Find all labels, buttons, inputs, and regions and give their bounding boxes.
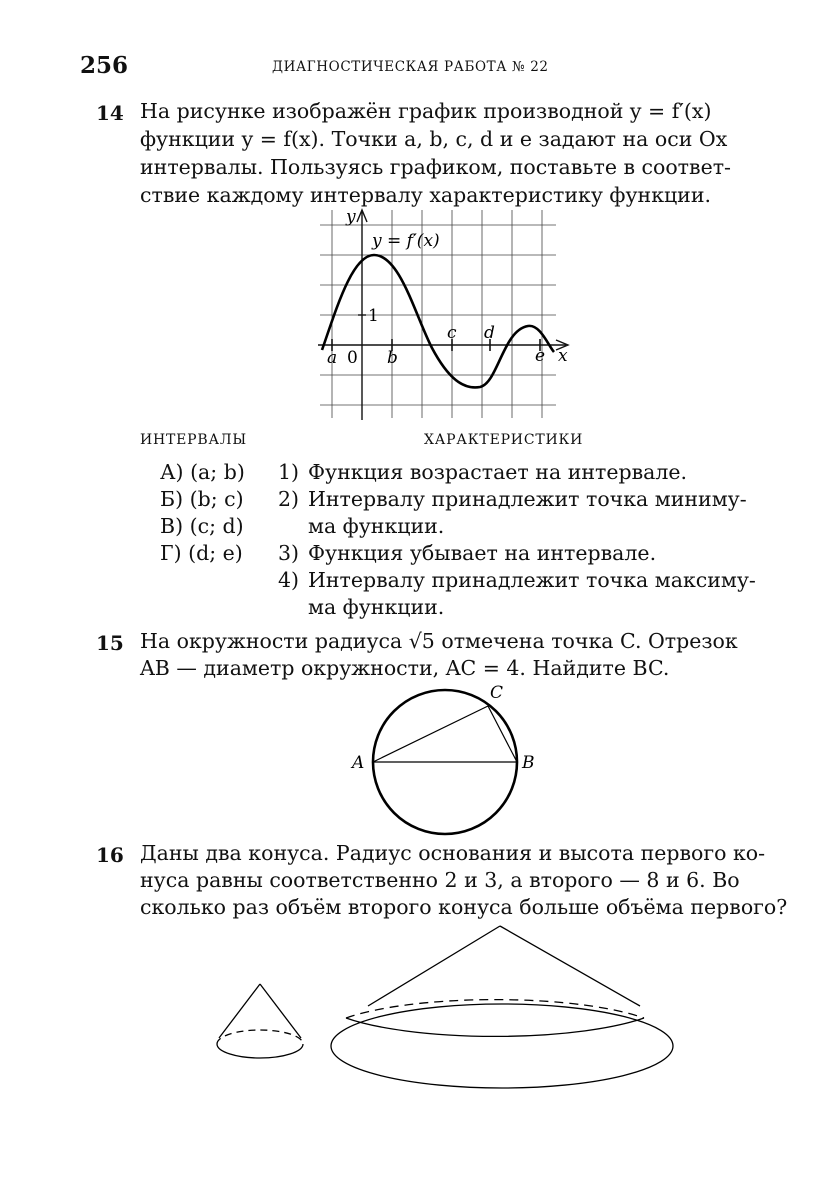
characteristic-number: 1) [278, 460, 300, 484]
point-label-b: B [522, 753, 535, 773]
derivative-graph [0, 0, 827, 430]
circle-figure [0, 670, 827, 840]
characteristics-header: ХАРАКТЕРИСТИКИ [424, 432, 584, 448]
characteristic-text: Функция убывает на интервале. [308, 541, 657, 565]
characteristic-number: 2) [278, 487, 300, 511]
characteristic-number: 3) [278, 541, 300, 565]
characteristic-text: Интервалу принадлежит точка максиму- [308, 568, 756, 592]
large-cone-base-front [346, 1018, 644, 1036]
origin-label: 0 [347, 348, 358, 368]
characteristic-text: ма функции. [308, 595, 445, 619]
x-axis-label: x [558, 346, 568, 366]
point-label-e: e [535, 346, 546, 366]
problem-16-number: 16 [96, 843, 124, 867]
y-axis-label: y [346, 207, 356, 227]
curve-label: y = f′(x) [372, 231, 440, 251]
problem-15-text-line: На окружности радиуса √5 отмечена точка C. Отрезок [140, 629, 738, 653]
characteristic-text: Интервалу принадлежит точка миниму- [308, 487, 747, 511]
interval-item: Г) (d; e) [160, 541, 243, 565]
point-label-c: C [490, 683, 504, 703]
problem-16-text-line: сколько раз объём второго конуса больше объёма первого? [140, 895, 788, 919]
interval-item: В) (c; d) [160, 514, 244, 538]
small-cone [217, 984, 303, 1058]
point-label-a: A [352, 753, 365, 773]
problem-14-text-line: интервалы. Пользуясь графиком, поставьте в соответ- [140, 155, 731, 179]
problem-15-text-line: AB — диаметр окружности, AC = 4. Найдите BC. [140, 656, 670, 680]
interval-item: Б) (b; c) [160, 487, 244, 511]
small-cone-base-front [217, 1044, 303, 1058]
characteristic-number: 4) [278, 568, 300, 592]
unit-label: 1 [368, 306, 379, 326]
problem-14-text-line: ствие каждому интервалу характеристику функции. [140, 183, 712, 207]
characteristic-text: ма функции. [308, 514, 445, 538]
interval-item: А) (a; b) [160, 460, 245, 484]
running-head: ДИАГНОСТИЧЕСКАЯ РАБОТА № 22 [272, 59, 549, 75]
page-number: 256 [80, 52, 129, 79]
small-cone-base-back [217, 1030, 303, 1044]
problem-16-text-line: Даны два конуса. Радиус основания и высота первого ко- [140, 841, 766, 865]
intervals-header: ИНТЕРВАЛЫ [140, 432, 247, 448]
cones-figure [0, 910, 827, 1110]
point-label-a: a [327, 348, 338, 368]
point-label-d: d [484, 323, 495, 343]
large-cone [331, 926, 673, 1088]
problem-16-text-line: нуса равны соответственно 2 и 3, а второго — 8 и 6. Во [140, 868, 740, 892]
characteristic-text: Функция возрастает на интервале. [308, 460, 688, 484]
problem-14-text-line: На рисунке изображён график производной y = f′(x) [140, 99, 712, 123]
point-label-b: b [387, 348, 398, 368]
large-cone-base-back [346, 1000, 644, 1018]
large-cone-side [500, 926, 640, 1006]
point-label-c: c [447, 323, 457, 343]
problem-14-text-line: функции y = f(x). Точки a, b, c, d и e задают на оси Ox [140, 127, 728, 151]
problem-14-number: 14 [96, 101, 124, 125]
large-cone-base-ellipse [331, 1004, 673, 1088]
large-cone-side [368, 926, 500, 1006]
problem-15-number: 15 [96, 631, 124, 655]
